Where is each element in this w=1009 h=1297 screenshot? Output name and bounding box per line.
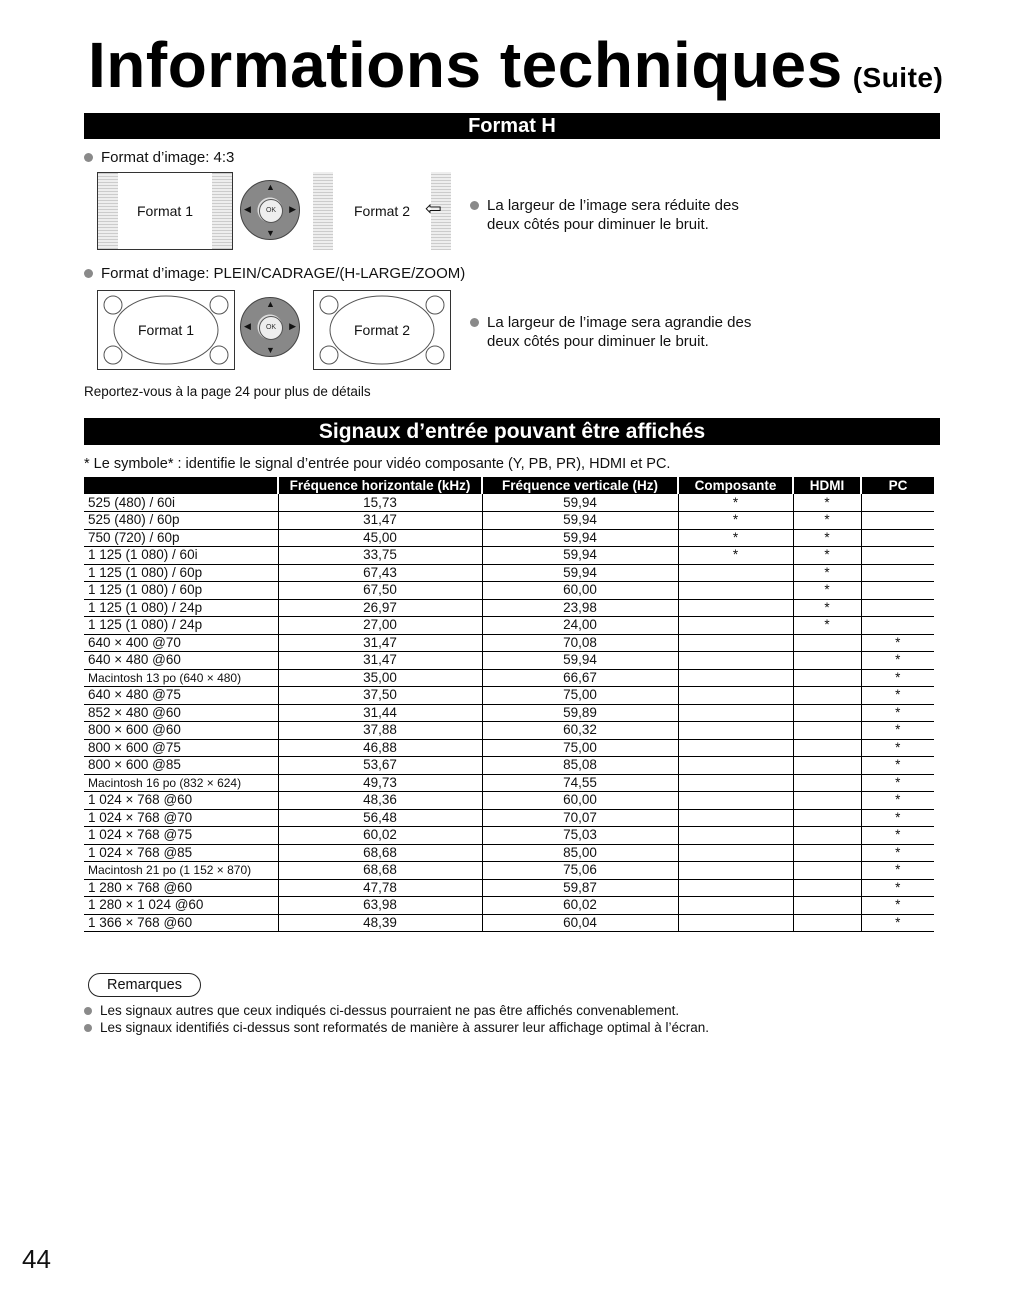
cell-format: 1 024 × 768 @70 [84, 809, 278, 827]
remark-item [84, 1003, 679, 1018]
table-row [84, 879, 934, 897]
cell-component [678, 669, 793, 687]
format-group2-label [84, 265, 465, 282]
cell-hdmi [793, 897, 861, 915]
cell-component [678, 634, 793, 652]
table-row [84, 827, 934, 845]
table-row [84, 844, 934, 862]
cell-component [678, 757, 793, 775]
table-row [84, 582, 934, 600]
table-row [84, 687, 934, 705]
cell-format: Macintosh 16 po (832 × 624) [84, 774, 278, 792]
cell-format: 800 × 600 @85 [84, 757, 278, 775]
cell-component: * [678, 512, 793, 530]
cell-vfreq: 24,00 [482, 617, 678, 635]
cell-format: 1 280 × 768 @60 [84, 879, 278, 897]
table-row [84, 792, 934, 810]
format-group1-label-text: Format d’image: 4:3 [101, 149, 235, 166]
cell-vfreq: 59,94 [482, 564, 678, 582]
cell-hfreq: 47,78 [278, 879, 482, 897]
cell-hfreq: 31,47 [278, 652, 482, 670]
cell-vfreq: 59,94 [482, 547, 678, 565]
cell-hfreq: 33,75 [278, 547, 482, 565]
arrow-left-icon: ⇦ [425, 198, 442, 220]
cell-hfreq: 53,67 [278, 757, 482, 775]
table-row [84, 757, 934, 775]
bullet-icon [470, 201, 479, 210]
cell-pc: * [861, 722, 934, 740]
cell-format: 525 (480) / 60p [84, 512, 278, 530]
remark-item [84, 1020, 709, 1035]
cell-vfreq: 59,89 [482, 704, 678, 722]
cell-component [678, 844, 793, 862]
remark-text: Les signaux identifiés ci-dessus sont reformatés de manière à assurer leur affichage optimal à l’écran. [100, 1020, 710, 1035]
cell-format: 1 024 × 768 @75 [84, 827, 278, 845]
cell-vfreq: 60,02 [482, 897, 678, 915]
table-row [84, 914, 934, 932]
signals-table [84, 477, 934, 932]
cell-format: 750 (720) / 60p [84, 529, 278, 547]
cell-hdmi [793, 634, 861, 652]
cell-component [678, 827, 793, 845]
col-header-component: Composante [678, 477, 793, 494]
cell-pc [861, 529, 934, 547]
remarks-label: Remarques [88, 973, 201, 997]
section-bar-format-h: Format H [84, 113, 940, 139]
cell-component [678, 862, 793, 880]
cell-format: 1 125 (1 080) / 60p [84, 582, 278, 600]
cell-hfreq: 26,97 [278, 599, 482, 617]
cell-component [678, 879, 793, 897]
cell-hdmi [793, 809, 861, 827]
col-header-vfreq: Fréquence verticale (Hz) [482, 477, 678, 494]
format-group1-note [470, 196, 739, 234]
cell-vfreq: 85,00 [482, 844, 678, 862]
cell-component [678, 652, 793, 670]
table-row [84, 774, 934, 792]
cell-format: Macintosh 21 po (1 152 × 870) [84, 862, 278, 880]
cell-hdmi: * [793, 599, 861, 617]
col-header-hdmi: HDMI [793, 477, 861, 494]
cell-format: 1 125 (1 080) / 24p [84, 617, 278, 635]
cell-pc: * [861, 809, 934, 827]
format2-wide-label-wrap [313, 290, 451, 370]
cell-component [678, 564, 793, 582]
cell-hdmi [793, 687, 861, 705]
signals-table-body [84, 494, 934, 932]
format-group1-label [84, 149, 234, 166]
cell-pc [861, 547, 934, 565]
cell-hdmi [793, 879, 861, 897]
cell-hdmi: * [793, 617, 861, 635]
cell-vfreq: 23,98 [482, 599, 678, 617]
cell-hfreq: 37,88 [278, 722, 482, 740]
cell-pc: * [861, 739, 934, 757]
cell-vfreq: 70,08 [482, 634, 678, 652]
note-line: deux côtés pour diminuer le bruit. [487, 216, 709, 233]
cell-hdmi [793, 757, 861, 775]
remote-dpad-icon: ▲ ▼ ◀ ▶ OK [240, 297, 300, 357]
table-row [84, 512, 934, 530]
cell-pc [861, 617, 934, 635]
cell-format: 1 024 × 768 @85 [84, 844, 278, 862]
cell-vfreq: 75,00 [482, 739, 678, 757]
table-row [84, 897, 934, 915]
cell-pc: * [861, 862, 934, 880]
cell-vfreq: 59,94 [482, 529, 678, 547]
cell-hfreq: 27,00 [278, 617, 482, 635]
table-row [84, 739, 934, 757]
cell-hfreq: 67,50 [278, 582, 482, 600]
cell-hfreq: 45,00 [278, 529, 482, 547]
page-title [88, 28, 943, 102]
cell-pc [861, 599, 934, 617]
col-header-pc: PC [861, 477, 934, 494]
cell-hfreq: 48,39 [278, 914, 482, 932]
cell-component [678, 704, 793, 722]
cell-pc: * [861, 669, 934, 687]
cell-hfreq: 68,68 [278, 862, 482, 880]
cell-component [678, 582, 793, 600]
cell-hfreq: 37,50 [278, 687, 482, 705]
cell-component: * [678, 547, 793, 565]
cell-pc: * [861, 634, 934, 652]
bullet-icon [84, 1007, 92, 1015]
format1-box [97, 172, 233, 250]
cell-hdmi [793, 704, 861, 722]
cell-format: 1 366 × 768 @60 [84, 914, 278, 932]
cell-component [678, 809, 793, 827]
format1-label: Format 1 [137, 322, 194, 338]
note-line: La largeur de l’image sera réduite des [487, 197, 739, 214]
cell-vfreq: 59,94 [482, 494, 678, 512]
format-group2-note [470, 313, 751, 351]
cell-vfreq: 70,07 [482, 809, 678, 827]
cell-vfreq: 60,00 [482, 582, 678, 600]
format1-wide-label-wrap [97, 290, 235, 370]
cell-pc: * [861, 774, 934, 792]
cell-component [678, 774, 793, 792]
cell-format: 640 × 480 @60 [84, 652, 278, 670]
cell-format: Macintosh 13 po (640 × 480) [84, 669, 278, 687]
cell-format: 640 × 480 @75 [84, 687, 278, 705]
cell-hfreq: 15,73 [278, 494, 482, 512]
table-row [84, 547, 934, 565]
bullet-icon [84, 269, 93, 278]
cell-hfreq: 46,88 [278, 739, 482, 757]
cell-hdmi [793, 774, 861, 792]
cell-vfreq: 75,03 [482, 827, 678, 845]
note-line: La largeur de l’image sera agrandie des [487, 314, 752, 331]
cell-hfreq: 31,47 [278, 512, 482, 530]
cell-format: 1 125 (1 080) / 60p [84, 564, 278, 582]
cell-component [678, 739, 793, 757]
cell-component: * [678, 529, 793, 547]
cell-pc: * [861, 704, 934, 722]
cell-component [678, 599, 793, 617]
note-line: deux côtés pour diminuer le bruit. [487, 333, 709, 350]
cell-hfreq: 31,47 [278, 634, 482, 652]
cell-hfreq: 67,43 [278, 564, 482, 582]
cell-pc [861, 582, 934, 600]
cell-hdmi [793, 669, 861, 687]
cell-hfreq: 63,98 [278, 897, 482, 915]
cell-hfreq: 31,44 [278, 704, 482, 722]
cell-hdmi: * [793, 512, 861, 530]
cell-hdmi: * [793, 529, 861, 547]
cell-pc: * [861, 897, 934, 915]
cell-format: 1 125 (1 080) / 24p [84, 599, 278, 617]
cell-pc: * [861, 844, 934, 862]
cell-hdmi [793, 862, 861, 880]
cell-format: 1 125 (1 080) / 60i [84, 547, 278, 565]
cell-hdmi [793, 914, 861, 932]
cell-vfreq: 59,87 [482, 879, 678, 897]
table-row [84, 494, 934, 512]
cell-hfreq: 49,73 [278, 774, 482, 792]
ok-button-icon: OK [259, 316, 283, 340]
col-header-format [84, 477, 278, 494]
table-row [84, 634, 934, 652]
cell-hdmi: * [793, 564, 861, 582]
cell-format: 525 (480) / 60i [84, 494, 278, 512]
format2-label: Format 2 [353, 322, 410, 338]
cell-pc [861, 564, 934, 582]
cell-component [678, 792, 793, 810]
table-row [84, 617, 934, 635]
format2-label: Format 2 [353, 203, 410, 219]
cell-vfreq: 60,00 [482, 792, 678, 810]
page-number: 44 [22, 1244, 51, 1274]
cell-vfreq: 75,06 [482, 862, 678, 880]
table-header-row [84, 477, 934, 494]
cell-hdmi: * [793, 494, 861, 512]
cell-format: 640 × 400 @70 [84, 634, 278, 652]
table-row [84, 564, 934, 582]
cell-hdmi [793, 792, 861, 810]
cell-hdmi [793, 739, 861, 757]
cell-vfreq: 85,08 [482, 757, 678, 775]
table-row [84, 722, 934, 740]
bullet-icon [84, 153, 93, 162]
cell-vfreq: 74,55 [482, 774, 678, 792]
cell-vfreq: 59,94 [482, 652, 678, 670]
ok-button-icon: OK [259, 199, 283, 223]
cell-pc: * [861, 757, 934, 775]
cell-hfreq: 48,36 [278, 792, 482, 810]
format1-label: Format 1 [136, 203, 193, 219]
cell-vfreq: 75,00 [482, 687, 678, 705]
cell-pc: * [861, 652, 934, 670]
cell-vfreq: 60,32 [482, 722, 678, 740]
cell-pc: * [861, 879, 934, 897]
cell-component [678, 897, 793, 915]
bullet-icon [470, 318, 479, 327]
page-title-main: Informations techniques [88, 29, 843, 101]
remark-text: Les signaux autres que ceux indiqués ci-dessus pourraient ne pas être affichés convenablement. [100, 1003, 680, 1018]
table-row [84, 529, 934, 547]
cell-pc [861, 494, 934, 512]
cell-hdmi: * [793, 547, 861, 565]
cell-pc: * [861, 914, 934, 932]
cell-hdmi [793, 844, 861, 862]
remote-dpad-icon: ▲ ▼ ◀ ▶ OK [240, 180, 300, 240]
cell-format: 1 024 × 768 @60 [84, 792, 278, 810]
page-title-suffix: (Suite) [852, 62, 944, 93]
cell-component: * [678, 494, 793, 512]
table-row [84, 652, 934, 670]
cell-format: 800 × 600 @75 [84, 739, 278, 757]
cell-component [678, 617, 793, 635]
cell-vfreq: 66,67 [482, 669, 678, 687]
cell-format: 852 × 480 @60 [84, 704, 278, 722]
cell-vfreq: 59,94 [482, 512, 678, 530]
cell-hfreq: 35,00 [278, 669, 482, 687]
cell-component [678, 687, 793, 705]
cell-hdmi [793, 722, 861, 740]
cell-format: 800 × 600 @60 [84, 722, 278, 740]
symbol-note: * Le symbole* : identifie le signal d’entrée pour vidéo composante (Y, PB, PR), HDMI et PC. [84, 456, 671, 472]
section-bar-signals: Signaux d’entrée pouvant être affichés [84, 418, 940, 445]
table-row [84, 669, 934, 687]
format-group2-label-text: Format d’image: PLEIN/CADRAGE/(H-LARGE/ZOOM) [101, 265, 466, 282]
cell-hfreq: 56,48 [278, 809, 482, 827]
cell-hfreq: 68,68 [278, 844, 482, 862]
cell-component [678, 722, 793, 740]
cell-pc: * [861, 792, 934, 810]
table-row [84, 809, 934, 827]
cell-hdmi: * [793, 582, 861, 600]
cell-format: 1 280 × 1 024 @60 [84, 897, 278, 915]
table-row [84, 599, 934, 617]
cell-vfreq: 60,04 [482, 914, 678, 932]
bullet-icon [84, 1024, 92, 1032]
cell-component [678, 914, 793, 932]
cell-hfreq: 60,02 [278, 827, 482, 845]
table-row [84, 704, 934, 722]
cell-pc: * [861, 827, 934, 845]
cell-hdmi [793, 827, 861, 845]
cell-pc [861, 512, 934, 530]
cell-hdmi [793, 652, 861, 670]
page-reference: Reportez-vous à la page 24 pour plus de détails [84, 384, 371, 399]
table-row [84, 862, 934, 880]
cell-pc: * [861, 687, 934, 705]
col-header-hfreq: Fréquence horizontale (kHz) [278, 477, 482, 494]
